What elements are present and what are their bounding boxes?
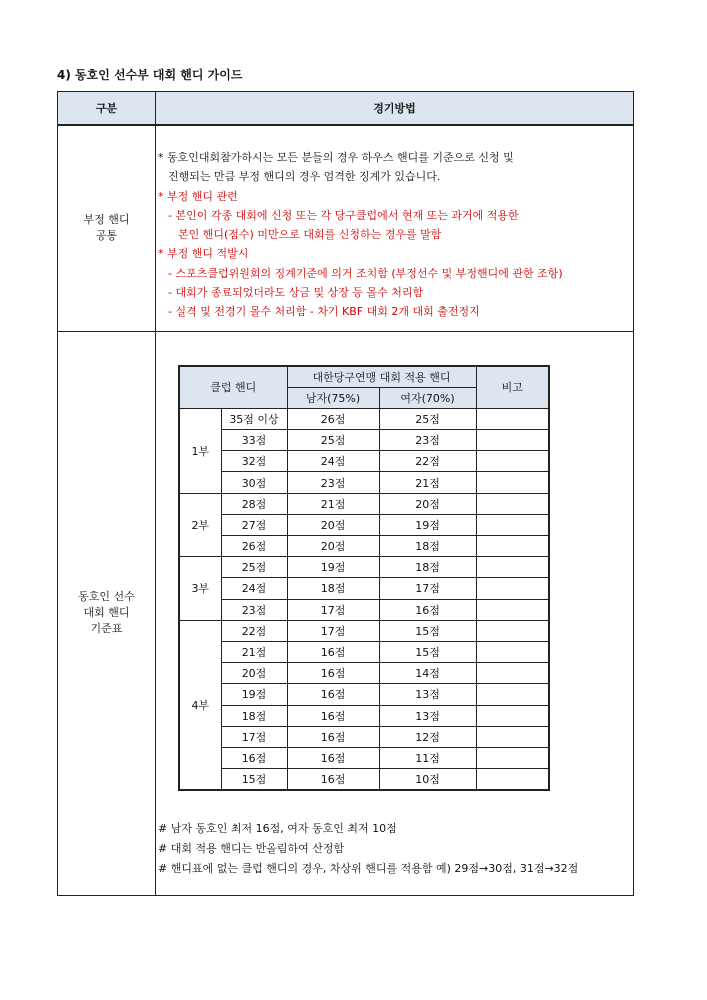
handicap-row xyxy=(179,493,549,514)
male-cell: 18점 xyxy=(287,578,379,599)
standard-label-line1: 동호인 선수 xyxy=(78,590,135,604)
note-cell xyxy=(476,408,549,429)
male-cell: 17점 xyxy=(287,599,379,620)
male-cell: 24점 xyxy=(287,451,379,472)
rule-line: 본인 핸디(점수) 미만으로 대회를 신청하는 경우를 말함 xyxy=(178,228,442,242)
note-line: # 핸디표에 없는 클럽 핸디의 경우, 차상위 핸디를 적용함 예) 29점→30점, 31점→32점 xyxy=(158,861,579,875)
male-cell: 16점 xyxy=(287,726,379,747)
note-line: # 대회 적용 핸디는 반올림하여 산정함 xyxy=(158,841,345,855)
handicap-row xyxy=(179,726,549,747)
female-header: 여자(70%) xyxy=(379,387,476,408)
note-cell xyxy=(476,493,549,514)
handicap-row xyxy=(179,747,549,768)
handicap-standard-label xyxy=(58,331,156,896)
female-cell: 15점 xyxy=(379,641,476,662)
note-cell xyxy=(476,747,549,768)
female-cell: 18점 xyxy=(379,536,476,557)
handicap-row xyxy=(179,620,549,641)
club-cell: 22점 xyxy=(221,620,287,641)
club-cell: 33점 xyxy=(221,430,287,451)
handicap-table xyxy=(178,365,550,792)
note-cell xyxy=(476,684,549,705)
female-cell: 16점 xyxy=(379,599,476,620)
male-cell: 16점 xyxy=(287,641,379,662)
guide-header-row xyxy=(58,92,634,126)
club-cell: 20점 xyxy=(221,663,287,684)
female-cell: 18점 xyxy=(379,557,476,578)
club-cell: 16점 xyxy=(221,747,287,768)
note-cell xyxy=(476,641,549,662)
handicap-row xyxy=(179,472,549,493)
handicap-row xyxy=(179,514,549,535)
female-cell: 20점 xyxy=(379,493,476,514)
club-cell: 17점 xyxy=(221,726,287,747)
male-cell: 17점 xyxy=(287,620,379,641)
club-cell: 21점 xyxy=(221,641,287,662)
rule-line: - 본인이 각종 대회에 신청 또는 각 당구클럽에서 현재 또는 과거에 적용한 xyxy=(168,208,519,222)
note-cell xyxy=(476,769,549,791)
division-cell: 3부 xyxy=(179,557,221,621)
rules-list xyxy=(156,126,633,322)
note-line: # 남자 동호인 최저 16점, 여자 동호인 최저 10점 xyxy=(158,821,397,835)
club-cell: 23점 xyxy=(221,599,287,620)
female-cell: 23점 xyxy=(379,430,476,451)
note-cell xyxy=(476,451,549,472)
male-cell: 25점 xyxy=(287,430,379,451)
standard-label-line2: 대회 핸디 xyxy=(83,606,130,620)
male-cell: 16점 xyxy=(287,684,379,705)
rule-line: - 실격 및 전경기 몰수 처리함 - 차기 KBF 대회 2개 대회 출전정지 xyxy=(168,305,480,319)
fraud-label-line1: 부정 핸디 xyxy=(83,213,130,227)
note-cell xyxy=(476,472,549,493)
rule-line: - 스포츠클럽위원회의 징계기준에 의거 조치함 (부정선수 및 부정핸디에 관한 조항) xyxy=(168,266,563,280)
note-cell xyxy=(476,430,549,451)
club-cell: 27점 xyxy=(221,514,287,535)
note-cell xyxy=(476,578,549,599)
club-handicap-header: 클럽 핸디 xyxy=(179,366,287,409)
rule-line: * 부정 핸디 관련 xyxy=(158,189,238,203)
rule-line: * 동호인대회참가하시는 모든 분들의 경우 하우스 핸디를 기준으로 신청 및 xyxy=(158,151,514,164)
handicap-standard-content xyxy=(156,331,634,896)
header-category: 구분 xyxy=(58,92,156,126)
male-cell: 16점 xyxy=(287,663,379,684)
female-cell: 22점 xyxy=(379,451,476,472)
handicap-row xyxy=(179,684,549,705)
female-cell: 21점 xyxy=(379,472,476,493)
note-cell xyxy=(476,599,549,620)
male-cell: 20점 xyxy=(287,536,379,557)
female-cell: 12점 xyxy=(379,726,476,747)
male-cell: 23점 xyxy=(287,472,379,493)
handicap-row xyxy=(179,578,549,599)
division-cell: 4부 xyxy=(179,620,221,790)
female-cell: 13점 xyxy=(379,684,476,705)
male-cell: 20점 xyxy=(287,514,379,535)
note-cell xyxy=(476,557,549,578)
male-cell: 16점 xyxy=(287,747,379,768)
handicap-row xyxy=(179,451,549,472)
male-cell: 26점 xyxy=(287,408,379,429)
female-cell: 11점 xyxy=(379,747,476,768)
note-header: 비고 xyxy=(476,366,549,409)
club-cell: 19점 xyxy=(221,684,287,705)
handicap-table-body xyxy=(179,408,549,790)
female-cell: 17점 xyxy=(379,578,476,599)
handicap-row xyxy=(179,557,549,578)
female-cell: 10점 xyxy=(379,769,476,791)
handicap-standard-row xyxy=(58,331,634,896)
male-cell: 16점 xyxy=(287,705,379,726)
club-cell: 30점 xyxy=(221,472,287,493)
note-cell xyxy=(476,663,549,684)
club-cell: 28점 xyxy=(221,493,287,514)
female-cell: 25점 xyxy=(379,408,476,429)
standard-label-line3: 기준표 xyxy=(90,622,123,636)
handicap-row xyxy=(179,536,549,557)
note-cell xyxy=(476,620,549,641)
handicap-row xyxy=(179,599,549,620)
club-cell: 25점 xyxy=(221,557,287,578)
header-method: 경기방법 xyxy=(156,92,634,126)
handicap-row xyxy=(179,641,549,662)
female-cell: 19점 xyxy=(379,514,476,535)
guide-table xyxy=(57,91,634,896)
club-cell: 32점 xyxy=(221,451,287,472)
club-cell: 35점 이상 xyxy=(221,408,287,429)
kbf-handicap-header: 대한당구연맹 대회 적용 핸디 xyxy=(287,366,476,388)
club-cell: 15점 xyxy=(221,769,287,791)
rule-line: 진행되는 만큼 부정 핸디의 경우 엄격한 징계가 있습니다. xyxy=(168,170,441,184)
female-cell: 13점 xyxy=(379,705,476,726)
male-cell: 19점 xyxy=(287,557,379,578)
division-cell: 1부 xyxy=(179,408,221,493)
male-header: 남자(75%) xyxy=(287,387,379,408)
rule-line: * 부정 핸디 적발시 xyxy=(158,247,249,261)
fraud-handicap-row xyxy=(58,125,634,331)
note-cell xyxy=(476,536,549,557)
fraud-handicap-rules xyxy=(156,125,634,331)
handicap-row xyxy=(179,769,549,791)
fraud-handicap-label xyxy=(58,125,156,331)
female-cell: 15점 xyxy=(379,620,476,641)
handicap-row xyxy=(179,408,549,429)
club-cell: 26점 xyxy=(221,536,287,557)
handicap-row xyxy=(179,430,549,451)
fraud-label-line2: 공통 xyxy=(95,229,118,243)
handicap-table-header-row xyxy=(179,366,549,388)
male-cell: 16점 xyxy=(287,769,379,791)
male-cell: 21점 xyxy=(287,493,379,514)
note-cell xyxy=(476,726,549,747)
club-cell: 24점 xyxy=(221,578,287,599)
handicap-row xyxy=(179,705,549,726)
rule-line: - 대회가 종료되었더라도 상금 및 상장 등 몰수 처리함 xyxy=(168,286,424,300)
division-cell: 2부 xyxy=(179,493,221,557)
note-cell xyxy=(476,514,549,535)
female-cell: 14점 xyxy=(379,663,476,684)
notes-list xyxy=(158,819,578,879)
handicap-row xyxy=(179,663,549,684)
note-cell xyxy=(476,705,549,726)
page-heading: 4) 동호인 선수부 대회 핸디 가이드 xyxy=(57,68,243,82)
club-cell: 18점 xyxy=(221,705,287,726)
